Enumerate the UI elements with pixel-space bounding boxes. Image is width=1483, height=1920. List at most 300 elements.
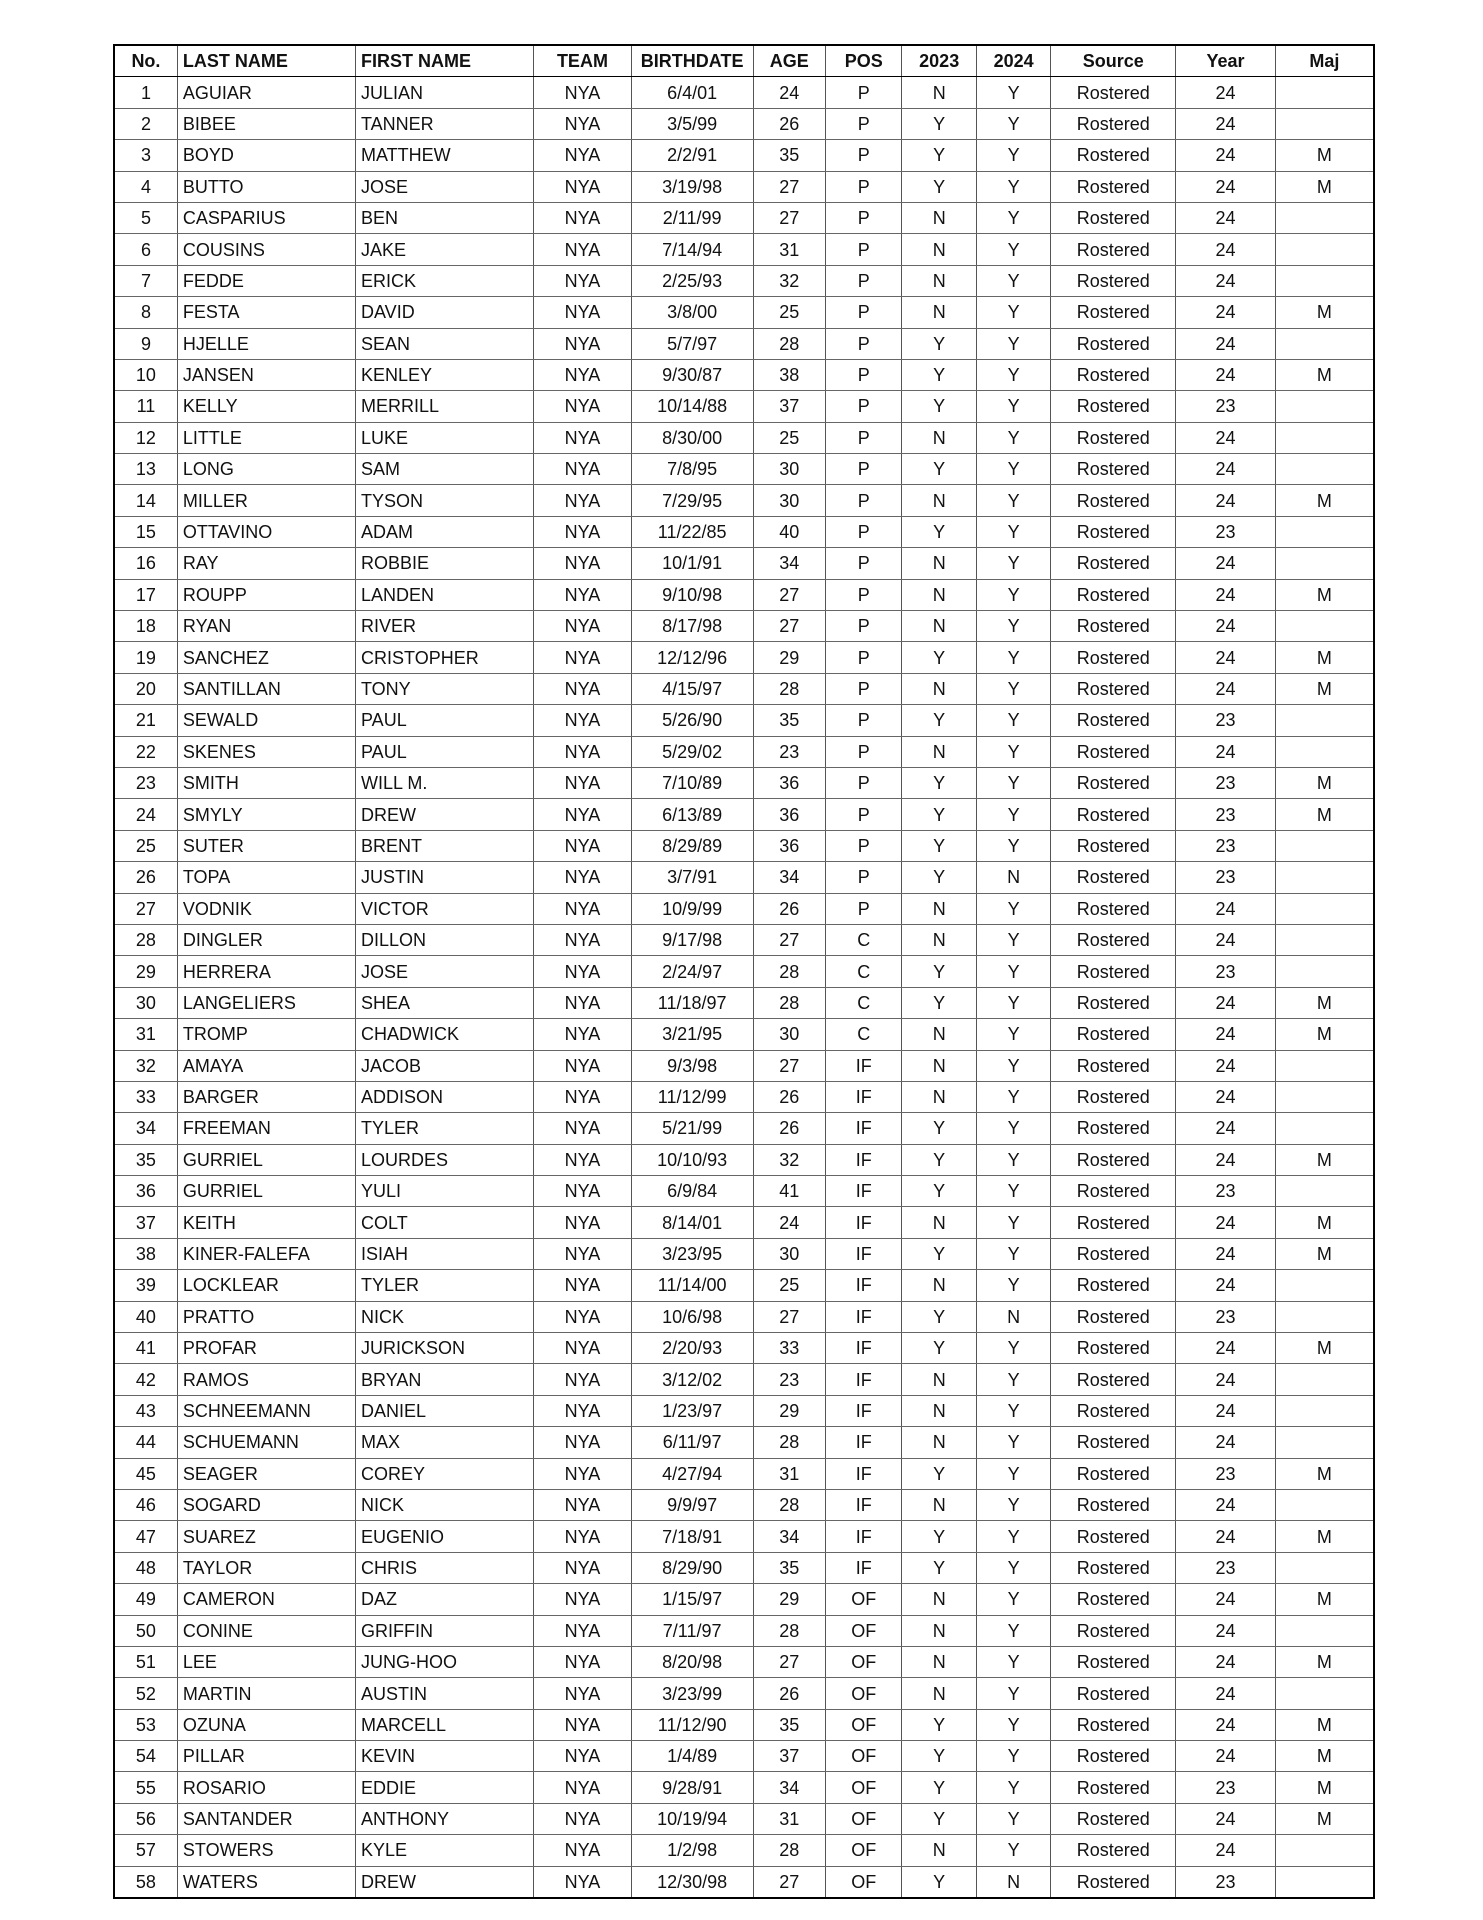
header-row (114, 45, 1374, 77)
cell-pos: OF (825, 1584, 901, 1615)
cell-team: NYA (534, 736, 632, 767)
table-row (114, 422, 1374, 453)
cell-source: Rostered (1051, 1238, 1176, 1269)
cell-year-2024: Y (976, 1741, 1050, 1772)
cell-pos: P (825, 673, 901, 704)
cell-birthdate: 8/20/98 (631, 1646, 753, 1677)
cell-year-2024: Y (976, 1176, 1050, 1207)
cell-pos: OF (825, 1709, 901, 1740)
cell-first-name: JUNG-HOO (356, 1646, 534, 1677)
cell-source: Rostered (1051, 830, 1176, 861)
cell-number: 52 (114, 1678, 177, 1709)
cell-year-2023: Y (902, 108, 976, 139)
cell-pos: OF (825, 1835, 901, 1866)
cell-pos: IF (825, 1144, 901, 1175)
cell-number: 24 (114, 799, 177, 830)
cell-year-2023: Y (902, 830, 976, 861)
cell-team: NYA (534, 1866, 632, 1898)
cell-source: Rostered (1051, 1678, 1176, 1709)
cell-source: Rostered (1051, 77, 1176, 108)
cell-year-2023: Y (902, 328, 976, 359)
cell-team: NYA (534, 391, 632, 422)
cell-birthdate: 2/25/93 (631, 265, 753, 296)
table-row (114, 705, 1374, 736)
cell-birthdate: 12/30/98 (631, 1866, 753, 1898)
cell-age: 36 (753, 799, 825, 830)
cell-year: 24 (1176, 1395, 1276, 1426)
table-row (114, 1019, 1374, 1050)
cell-number: 54 (114, 1741, 177, 1772)
cell-last-name: JANSEN (177, 359, 355, 390)
cell-source: Rostered (1051, 1301, 1176, 1332)
cell-maj: M (1275, 1207, 1374, 1238)
table-row (114, 987, 1374, 1018)
cell-year-2024: Y (976, 1019, 1050, 1050)
cell-year: 23 (1176, 1301, 1276, 1332)
cell-birthdate: 3/5/99 (631, 108, 753, 139)
cell-year-2023: N (902, 924, 976, 955)
cell-number: 15 (114, 516, 177, 547)
cell-age: 27 (753, 611, 825, 642)
cell-birthdate: 5/26/90 (631, 705, 753, 736)
cell-age: 23 (753, 1364, 825, 1395)
cell-first-name: GRIFFIN (356, 1615, 534, 1646)
cell-pos: P (825, 893, 901, 924)
cell-birthdate: 3/19/98 (631, 171, 753, 202)
cell-pos: P (825, 391, 901, 422)
cell-year-2024: Y (976, 422, 1050, 453)
cell-year-2023: N (902, 297, 976, 328)
cell-last-name: SUAREZ (177, 1521, 355, 1552)
cell-team: NYA (534, 485, 632, 516)
cell-age: 28 (753, 956, 825, 987)
cell-year: 23 (1176, 705, 1276, 736)
cell-birthdate: 8/17/98 (631, 611, 753, 642)
cell-team: NYA (534, 1270, 632, 1301)
cell-year-2024: N (976, 1866, 1050, 1898)
column-header-last-name: LAST NAME (177, 45, 355, 77)
cell-number: 17 (114, 579, 177, 610)
cell-year-2024: Y (976, 673, 1050, 704)
cell-year-2023: Y (902, 1741, 976, 1772)
cell-year-2024: Y (976, 1521, 1050, 1552)
cell-pos: P (825, 862, 901, 893)
cell-pos: OF (825, 1615, 901, 1646)
cell-maj (1275, 1395, 1374, 1426)
cell-birthdate: 7/11/97 (631, 1615, 753, 1646)
table-row (114, 924, 1374, 955)
cell-team: NYA (534, 234, 632, 265)
cell-year-2024: Y (976, 1113, 1050, 1144)
cell-year: 24 (1176, 359, 1276, 390)
cell-pos: P (825, 77, 901, 108)
cell-first-name: ANTHONY (356, 1803, 534, 1834)
cell-year: 24 (1176, 1050, 1276, 1081)
cell-source: Rostered (1051, 799, 1176, 830)
cell-source: Rostered (1051, 1333, 1176, 1364)
cell-year-2023: Y (902, 1521, 976, 1552)
cell-birthdate: 11/18/97 (631, 987, 753, 1018)
cell-year-2023: N (902, 202, 976, 233)
cell-pos: OF (825, 1866, 901, 1898)
cell-year-2024: Y (976, 1144, 1050, 1175)
cell-team: NYA (534, 422, 632, 453)
cell-team: NYA (534, 77, 632, 108)
cell-first-name: DILLON (356, 924, 534, 955)
cell-team: NYA (534, 1176, 632, 1207)
cell-year-2023: N (902, 548, 976, 579)
cell-number: 8 (114, 297, 177, 328)
cell-year: 24 (1176, 1803, 1276, 1834)
cell-year-2024: Y (976, 1709, 1050, 1740)
cell-age: 27 (753, 1866, 825, 1898)
cell-year-2023: Y (902, 1144, 976, 1175)
cell-maj: M (1275, 359, 1374, 390)
cell-last-name: KELLY (177, 391, 355, 422)
cell-team: NYA (534, 1364, 632, 1395)
cell-source: Rostered (1051, 1552, 1176, 1583)
cell-source: Rostered (1051, 1427, 1176, 1458)
cell-year: 24 (1176, 265, 1276, 296)
cell-birthdate: 3/12/02 (631, 1364, 753, 1395)
table-row (114, 1333, 1374, 1364)
cell-year-2023: Y (902, 1333, 976, 1364)
cell-last-name: DINGLER (177, 924, 355, 955)
table-row (114, 171, 1374, 202)
cell-first-name: TANNER (356, 108, 534, 139)
cell-team: NYA (534, 862, 632, 893)
cell-age: 28 (753, 1489, 825, 1520)
table-row (114, 202, 1374, 233)
cell-age: 37 (753, 1741, 825, 1772)
cell-last-name: CONINE (177, 1615, 355, 1646)
table-row (114, 673, 1374, 704)
cell-maj (1275, 862, 1374, 893)
table-row (114, 297, 1374, 328)
cell-year: 23 (1176, 799, 1276, 830)
cell-year-2024: Y (976, 1081, 1050, 1112)
cell-year-2024: Y (976, 1772, 1050, 1803)
cell-year: 23 (1176, 1772, 1276, 1803)
cell-source: Rostered (1051, 1521, 1176, 1552)
cell-source: Rostered (1051, 1584, 1176, 1615)
cell-age: 24 (753, 1207, 825, 1238)
cell-number: 5 (114, 202, 177, 233)
table-row (114, 893, 1374, 924)
cell-maj (1275, 265, 1374, 296)
cell-year-2023: Y (902, 1176, 976, 1207)
cell-number: 23 (114, 767, 177, 798)
cell-team: NYA (534, 1301, 632, 1332)
cell-number: 49 (114, 1584, 177, 1615)
cell-maj (1275, 1364, 1374, 1395)
cell-source: Rostered (1051, 1081, 1176, 1112)
cell-last-name: BUTTO (177, 171, 355, 202)
cell-year-2023: N (902, 893, 976, 924)
cell-maj (1275, 202, 1374, 233)
cell-birthdate: 3/7/91 (631, 862, 753, 893)
cell-team: NYA (534, 1521, 632, 1552)
cell-year-2024: N (976, 1301, 1050, 1332)
cell-birthdate: 9/10/98 (631, 579, 753, 610)
cell-number: 21 (114, 705, 177, 736)
cell-year-2024: Y (976, 77, 1050, 108)
cell-birthdate: 12/12/96 (631, 642, 753, 673)
cell-last-name: LANGELIERS (177, 987, 355, 1018)
cell-last-name: SMYLY (177, 799, 355, 830)
cell-team: NYA (534, 924, 632, 955)
cell-birthdate: 10/14/88 (631, 391, 753, 422)
cell-year-2023: Y (902, 642, 976, 673)
cell-number: 40 (114, 1301, 177, 1332)
cell-last-name: TROMP (177, 1019, 355, 1050)
table-row (114, 108, 1374, 139)
cell-maj: M (1275, 987, 1374, 1018)
cell-year: 23 (1176, 1458, 1276, 1489)
cell-team: NYA (534, 1835, 632, 1866)
cell-first-name: ADDISON (356, 1081, 534, 1112)
cell-source: Rostered (1051, 862, 1176, 893)
cell-year-2023: Y (902, 987, 976, 1018)
table-row (114, 1646, 1374, 1677)
cell-year-2023: Y (902, 1113, 976, 1144)
cell-year-2024: N (976, 862, 1050, 893)
cell-year-2023: N (902, 736, 976, 767)
cell-birthdate: 9/3/98 (631, 1050, 753, 1081)
cell-maj (1275, 1113, 1374, 1144)
cell-year: 24 (1176, 673, 1276, 704)
cell-source: Rostered (1051, 1207, 1176, 1238)
cell-maj (1275, 1615, 1374, 1646)
cell-pos: P (825, 202, 901, 233)
cell-age: 33 (753, 1333, 825, 1364)
cell-birthdate: 8/30/00 (631, 422, 753, 453)
cell-pos: P (825, 642, 901, 673)
cell-team: NYA (534, 1646, 632, 1677)
cell-year-2024: Y (976, 1835, 1050, 1866)
cell-source: Rostered (1051, 1113, 1176, 1144)
cell-number: 56 (114, 1803, 177, 1834)
cell-source: Rostered (1051, 705, 1176, 736)
cell-maj: M (1275, 673, 1374, 704)
cell-team: NYA (534, 1584, 632, 1615)
cell-number: 58 (114, 1866, 177, 1898)
cell-source: Rostered (1051, 202, 1176, 233)
cell-age: 31 (753, 1803, 825, 1834)
cell-year-2023: Y (902, 1458, 976, 1489)
cell-year-2023: N (902, 1364, 976, 1395)
cell-source: Rostered (1051, 736, 1176, 767)
cell-source: Rostered (1051, 1489, 1176, 1520)
cell-last-name: SMITH (177, 767, 355, 798)
cell-last-name: HERRERA (177, 956, 355, 987)
cell-year-2024: Y (976, 893, 1050, 924)
cell-last-name: FEDDE (177, 265, 355, 296)
cell-number: 31 (114, 1019, 177, 1050)
cell-first-name: JAKE (356, 234, 534, 265)
cell-last-name: SCHUEMANN (177, 1427, 355, 1458)
cell-source: Rostered (1051, 611, 1176, 642)
cell-year-2024: Y (976, 767, 1050, 798)
cell-last-name: WATERS (177, 1866, 355, 1898)
cell-pos: C (825, 956, 901, 987)
cell-number: 19 (114, 642, 177, 673)
cell-maj (1275, 1081, 1374, 1112)
column-header-year-2024: 2024 (976, 45, 1050, 77)
cell-year-2023: N (902, 234, 976, 265)
cell-year-2023: N (902, 1050, 976, 1081)
table-row (114, 1364, 1374, 1395)
cell-first-name: DREW (356, 1866, 534, 1898)
cell-birthdate: 10/10/93 (631, 1144, 753, 1175)
cell-source: Rostered (1051, 485, 1176, 516)
cell-year-2023: N (902, 485, 976, 516)
column-header-year: Year (1176, 45, 1276, 77)
cell-source: Rostered (1051, 328, 1176, 359)
cell-year-2023: Y (902, 1301, 976, 1332)
cell-last-name: BOYD (177, 140, 355, 171)
cell-last-name: LOCKLEAR (177, 1270, 355, 1301)
cell-year: 24 (1176, 611, 1276, 642)
cell-team: NYA (534, 1427, 632, 1458)
cell-first-name: KYLE (356, 1835, 534, 1866)
cell-age: 34 (753, 548, 825, 579)
cell-pos: IF (825, 1521, 901, 1552)
cell-number: 37 (114, 1207, 177, 1238)
cell-year-2024: Y (976, 108, 1050, 139)
cell-team: NYA (534, 1489, 632, 1520)
table-row (114, 799, 1374, 830)
cell-number: 18 (114, 611, 177, 642)
cell-year: 24 (1176, 234, 1276, 265)
cell-last-name: LEE (177, 1646, 355, 1677)
cell-pos: OF (825, 1772, 901, 1803)
cell-age: 23 (753, 736, 825, 767)
cell-team: NYA (534, 893, 632, 924)
cell-birthdate: 2/20/93 (631, 1333, 753, 1364)
cell-age: 27 (753, 171, 825, 202)
table-row (114, 1113, 1374, 1144)
cell-year: 24 (1176, 548, 1276, 579)
table-row (114, 548, 1374, 579)
cell-maj: M (1275, 1803, 1374, 1834)
cell-year-2024: Y (976, 611, 1050, 642)
cell-source: Rostered (1051, 1615, 1176, 1646)
table-row (114, 1144, 1374, 1175)
cell-age: 29 (753, 642, 825, 673)
cell-maj (1275, 830, 1374, 861)
cell-age: 27 (753, 202, 825, 233)
cell-pos: IF (825, 1270, 901, 1301)
table-row (114, 234, 1374, 265)
cell-year-2023: Y (902, 359, 976, 390)
cell-source: Rostered (1051, 1144, 1176, 1175)
cell-first-name: TYLER (356, 1113, 534, 1144)
cell-year-2024: Y (976, 1803, 1050, 1834)
cell-source: Rostered (1051, 1835, 1176, 1866)
cell-year: 24 (1176, 642, 1276, 673)
cell-birthdate: 6/9/84 (631, 1176, 753, 1207)
cell-birthdate: 9/30/87 (631, 359, 753, 390)
cell-birthdate: 6/13/89 (631, 799, 753, 830)
cell-pos: C (825, 1019, 901, 1050)
cell-age: 30 (753, 1238, 825, 1269)
cell-year: 24 (1176, 893, 1276, 924)
cell-last-name: AMAYA (177, 1050, 355, 1081)
cell-source: Rostered (1051, 956, 1176, 987)
cell-age: 30 (753, 485, 825, 516)
cell-year-2024: Y (976, 297, 1050, 328)
table-row (114, 1081, 1374, 1112)
cell-source: Rostered (1051, 1646, 1176, 1677)
cell-first-name: DANIEL (356, 1395, 534, 1426)
cell-year: 24 (1176, 1709, 1276, 1740)
cell-first-name: CHADWICK (356, 1019, 534, 1050)
cell-maj (1275, 611, 1374, 642)
cell-number: 7 (114, 265, 177, 296)
cell-last-name: LONG (177, 454, 355, 485)
table-row (114, 736, 1374, 767)
cell-maj (1275, 1050, 1374, 1081)
cell-year-2024: Y (976, 1552, 1050, 1583)
cell-number: 55 (114, 1772, 177, 1803)
table-row (114, 1521, 1374, 1552)
cell-age: 28 (753, 1835, 825, 1866)
cell-year-2023: Y (902, 140, 976, 171)
cell-pos: OF (825, 1678, 901, 1709)
table-row (114, 328, 1374, 359)
cell-source: Rostered (1051, 673, 1176, 704)
cell-age: 25 (753, 297, 825, 328)
cell-maj: M (1275, 1584, 1374, 1615)
cell-maj: M (1275, 1238, 1374, 1269)
cell-last-name: HJELLE (177, 328, 355, 359)
cell-year-2024: Y (976, 328, 1050, 359)
cell-team: NYA (534, 108, 632, 139)
cell-year-2023: N (902, 1019, 976, 1050)
cell-birthdate: 10/9/99 (631, 893, 753, 924)
cell-age: 29 (753, 1395, 825, 1426)
cell-last-name: SANTANDER (177, 1803, 355, 1834)
cell-pos: C (825, 924, 901, 955)
cell-age: 31 (753, 234, 825, 265)
cell-pos: IF (825, 1113, 901, 1144)
table-row (114, 1552, 1374, 1583)
table-row (114, 454, 1374, 485)
cell-pos: P (825, 140, 901, 171)
cell-number: 25 (114, 830, 177, 861)
cell-first-name: ROBBIE (356, 548, 534, 579)
cell-pos: P (825, 799, 901, 830)
cell-last-name: SANTILLAN (177, 673, 355, 704)
cell-year-2024: Y (976, 359, 1050, 390)
cell-year-2023: Y (902, 1238, 976, 1269)
cell-number: 50 (114, 1615, 177, 1646)
cell-birthdate: 6/11/97 (631, 1427, 753, 1458)
cell-number: 16 (114, 548, 177, 579)
cell-age: 32 (753, 1144, 825, 1175)
cell-number: 20 (114, 673, 177, 704)
cell-age: 24 (753, 77, 825, 108)
cell-first-name: SAM (356, 454, 534, 485)
table-row (114, 1301, 1374, 1332)
cell-number: 12 (114, 422, 177, 453)
cell-first-name: RIVER (356, 611, 534, 642)
table-row (114, 956, 1374, 987)
cell-age: 26 (753, 1081, 825, 1112)
table-row (114, 1803, 1374, 1834)
cell-pos: P (825, 485, 901, 516)
